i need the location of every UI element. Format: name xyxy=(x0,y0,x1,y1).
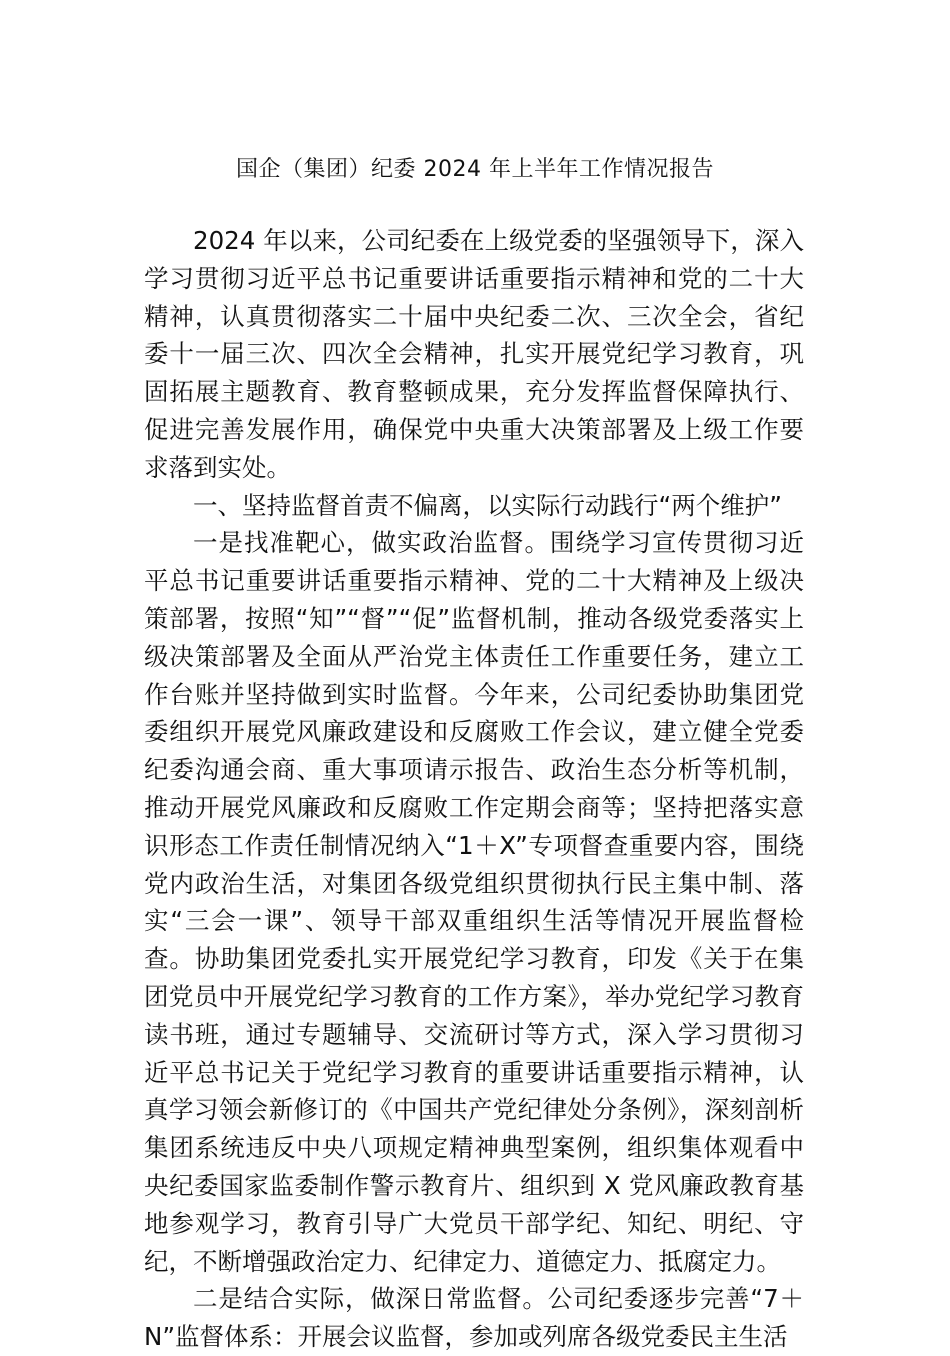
paragraph-intro: 2024 年以来，公司纪委在上级党委的坚强领导下，深入学习贯彻习近平总书记重要讲话重要指示精神和党的二十大精神，认真贯彻落实二十届中央纪委二次、三次全会，省纪委十一届三次、四次全会精神，扎实开展党纪学习教育，巩固拓展主题教育、教育整顿成果，充分发挥监督保障执行、促进完善发展作用，确保党中央重大决策部署及上级工作要求落到实处。 xyxy=(144,226,804,482)
paragraph-political-supervision: 一是找准靶心，做实政治监督。围绕学习宣传贯彻习近平总书记重要讲话重要指示精神、党的二十大精神及上级决策部署，按照“知”“督”“促”监督机制，推动各级党委落实上级决策部署及全面从严治党主体责任工作重要任务，建立工作台账并坚持做到实时监督。今年来，公司纪委协助集团党委组织开展党风廉政建设和反腐败工作会议，建立健全党委纪委沟通会商、重大事项请示报告、政治生态分析等机制，推动开展党风廉政和反腐败工作定期会商等；坚持把落实意识形态工作责任制情况纳入“1＋X”专项督查重要内容，围绕党内政治生活，对集团各级党组织贯彻执行民主集中制、落实“三会一课”、领导干部双重组织生活等情况开展监督检查。协助集团党委扎实开展党纪学习教育，印发《关于在集团党员中开展党纪学习教育的工作方案》，举办党纪学习教育读书班，通过专题辅导、交流研讨等方式，深入学习贯彻习近平总书记关于党纪学习教育的重要讲话重要指示精神，认真学习领会新修订的《中国共产党纪律处分条例》，深刻剖析集团系统违反中央八项规定精神典型案例，组织集体观看中央纪委国家监委制作警示教育片、组织到 X 党风廉政教育基地参观学习，教育引导广大党员干部学纪、知纪、明纪、守纪，不断增强政治定力、纪律定力、道德定力、抵腐定力。 xyxy=(144,528,804,1276)
section-heading-1: 一、坚持监督首责不偏离，以实际行动践行“两个维护” xyxy=(193,490,782,520)
document-body xyxy=(144,222,804,1356)
paragraph-daily-supervision: 二是结合实际，做深日常监督。公司纪委逐步完善“7＋N”监督体系：开展会议监督，参加或列席各级党委民主生活 xyxy=(144,1284,804,1352)
document-title: 国企（集团）纪委 2024 年上半年工作情况报告 xyxy=(236,157,714,182)
